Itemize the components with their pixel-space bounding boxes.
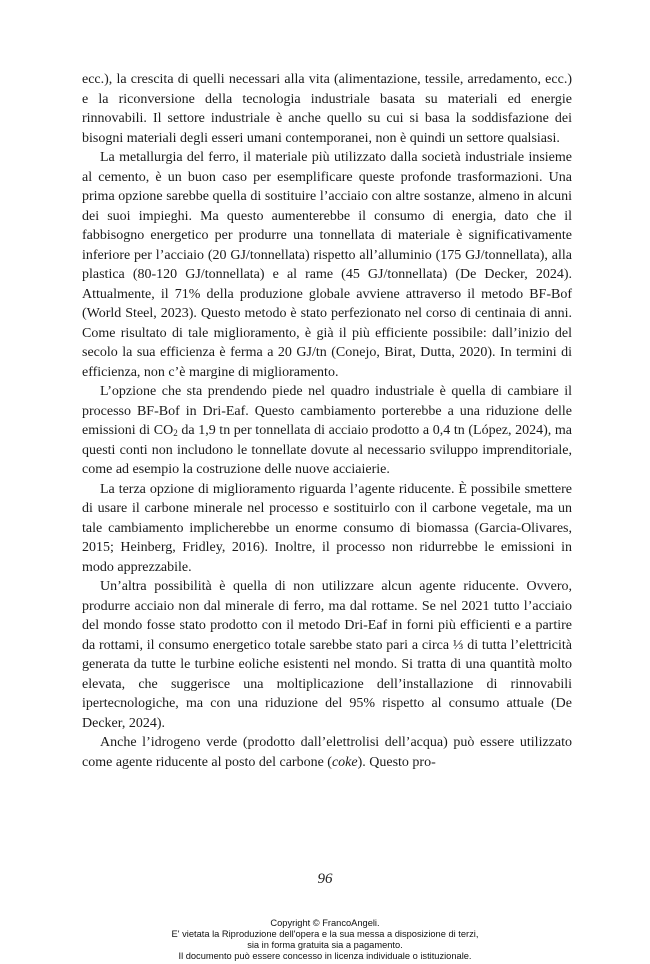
copyright-line: sia in forma gratuita sia a pagamento. <box>247 940 403 950</box>
copyright-line: E' vietata la Riproduzione dell'opera e la sua messa a disposizione di terzi, <box>171 929 479 939</box>
paragraph-text: Anche l’idrogeno verde (prodotto dall’elettrolisi dell’acqua) può essere utilizzato come agente riducente al posto del carbone ( <box>82 735 572 770</box>
paragraph: La metallurgia del ferro, il materiale più utilizzato dalla società industriale insieme al cemento, è un buon caso per esemplificare queste profonde trasformazioni. Una prima opzione sarebbe quella di sostituire l’acciaio con altre sostanze, almeno in alcuni dei suoi impieghi. Ma questo aumenterebbe il consumo di energia, dato che il fabbisogno energetico per produrre una tonnellata di materiale è significativamente inferiore per l’acciaio (20 GJ/tonnellata) rispetto all’alluminio (175 GJ/tonnellata), alla plastica (80-120 GJ/tonnellata) e al rame (45 GJ/tonnellata) (De Decker, 2024). Attualmente, il 71% della produzione globale avviene attraverso il metodo BF-Bof (World Steel, 2023). Questo metodo è stato perfezionato nel corso di centinaia di anni. Come risultato di tale miglioramento, è già il più efficiente possibile: dall’inizio del secolo la sua efficienza è ferma a 20 GJ/tn (Conejo, Birat, Dutta, 2020). In termini di efficienza, non c’è margine di miglioramento. <box>82 150 572 380</box>
paragraph-text: L’opzione che sta prendendo piede nel quadro industriale è quella di cambiare il processo BF-Bof in Dri-Eaf. Questo cambiamento porterebbe a una riduzione delle emissioni di CO <box>82 384 572 438</box>
paragraph: Un’altra possibilità è quella di non utilizzare alcun agente riducente. Ovvero, produrre acciaio non dal minerale di ferro, ma dal rottame. Se nel 2021 tutto l’acciaio del mondo fosse stato prodotto con il metodo Dri-Eaf in forni più efficienti e a partire da rottami, il consumo energetico totale sarebbe stato pari a circa ⅓ di tutta l’elettricità generata da tutte le turbine eoliche esistenti nel mondo. Si tratta di una quantità molto elevata, che suggerisce una moltiplicazione dell’installazione di rinnovabili ipertecnologiche, ma con una riduzione del 95% rispetto al consumo attuale (De Decker, 2024). <box>82 579 572 731</box>
paragraph: La terza opzione di miglioramento riguarda l’agente riducente. È possibile smettere di usare il carbone minerale nel processo e sostituirlo con il carbone vegetale, ma un tale cambiamento implicherebbe un enorme consumo di biomassa (Garcia-Olivares, 2015; Heinberg, Fridley, 2016). Inoltre, il processo non ridurrebbe le emissioni in modo apprezzabile. <box>82 481 572 575</box>
italic-term: coke <box>331 754 358 770</box>
copyright-line: Copyright © FrancoAngeli. <box>270 918 380 928</box>
subscript: 2 <box>173 428 178 438</box>
page-body <box>82 70 572 772</box>
copyright-line: Il documento può essere concesso in licenza individuale o istituzionale. <box>178 951 472 961</box>
paragraph-text: ). Questo pro- <box>357 754 436 770</box>
paragraph <box>82 382 572 480</box>
copyright-notice <box>0 918 650 962</box>
paragraph: ecc.), la crescita di quelli necessari alla vita (alimentazione, tessile, arredamento, ecc.) e la riconversione della tecnologia industriale basata su materiali ed energie rinnovabili. Il settore industriale è anche quello su cui si basa la soddisfazione dei bisogni materiali degli esseri umani contemporanei, non è quindi un settore qualsiasi. <box>82 72 572 146</box>
paragraph-text: da 1,9 tn per tonnellata di acciaio prodotto a 0,4 tn (López, 2024), ma questi conti non includono le tonnellate dovute al necessario sviluppo imprenditoriale, come ad esempio la costruzione delle nuove acciaierie. <box>82 423 573 477</box>
page-number: 96 <box>317 871 333 887</box>
paragraph <box>82 733 572 772</box>
